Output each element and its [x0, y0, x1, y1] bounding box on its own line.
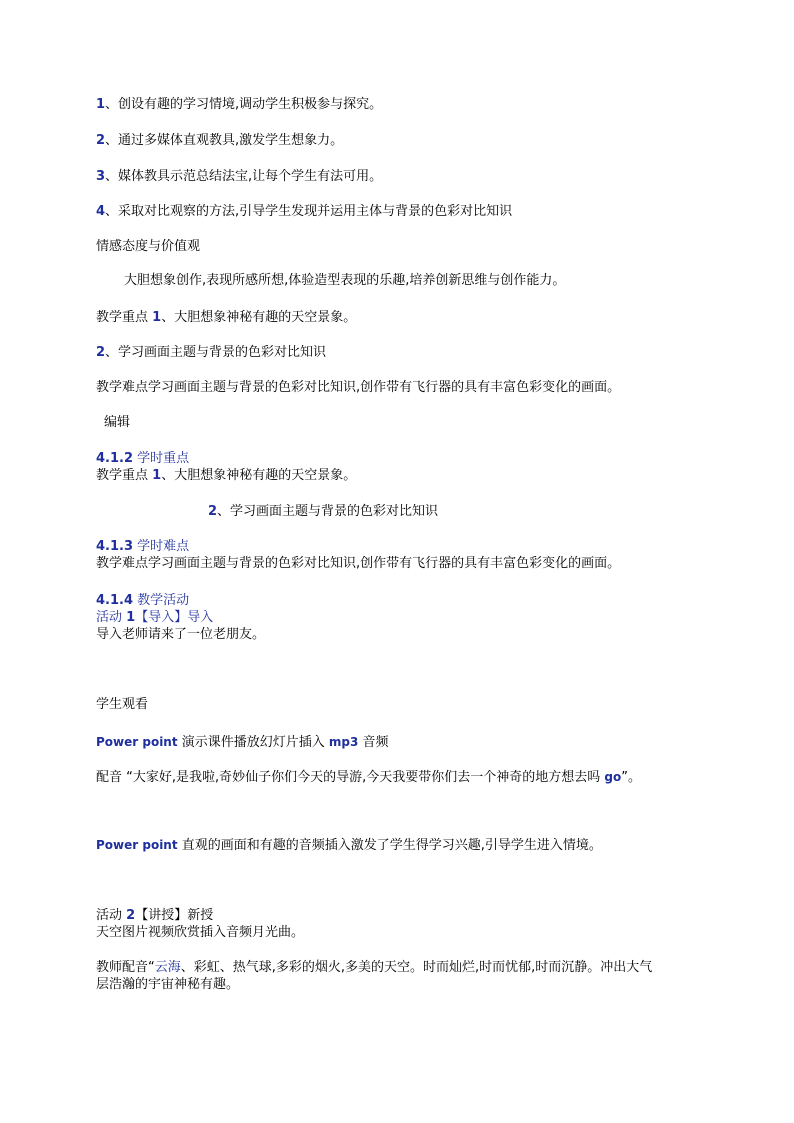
- activity-1-post: 导入: [187, 610, 214, 625]
- voiceover-2-quote: 云海: [154, 960, 181, 975]
- objective-4-num: 4: [96, 204, 106, 219]
- activity-2-post: 新授: [187, 908, 214, 923]
- voiceover-1-pre: 配音 “大家好,是我啦,奇妙仙子你们今天的导游,今天我要带你们去一个神奇的地方想去吗: [96, 770, 605, 785]
- voiceover-2-line-2: 层浩瀚的宇宙神秘有趣。: [96, 977, 240, 992]
- key-points-text-2: 、学习画面主题与背景的色彩对比知识: [105, 345, 327, 360]
- ppt-text-a: 演示课件播放幻灯片插入: [177, 735, 329, 750]
- section-412-line-1-num: 1: [152, 468, 162, 483]
- section-412-heading: [96, 450, 189, 468]
- objective-3-num: 3: [96, 169, 106, 184]
- objective-3-text: 、媒体教具示范总结法宝,让每个学生有法可用。: [105, 169, 383, 184]
- voiceover-2-pre: 教师配音“: [96, 960, 155, 975]
- affective-heading: 情感态度与价值观: [96, 239, 201, 254]
- activity-2-pre: 活动: [96, 908, 127, 923]
- ppt-line-1: [96, 733, 388, 752]
- section-412-line-2-num: 2: [208, 504, 218, 519]
- objective-4: [96, 203, 512, 221]
- key-points-text-1: 、大胆想象神秘有趣的天空景象。: [161, 310, 357, 325]
- objective-1-num: 1: [96, 97, 106, 112]
- voiceover-1: [96, 768, 641, 787]
- section-412-line-2-text: 、学习画面主题与背景的色彩对比知识: [217, 504, 439, 519]
- activity-2-heading: [96, 907, 213, 925]
- section-412-line-1-label: 教学重点: [96, 468, 153, 483]
- difficulty-text: 教学难点学习画面主题与背景的色彩对比知识,创作带有飞行器的具有丰富色彩变化的画面。: [96, 380, 621, 395]
- ppt-line-2: [96, 836, 602, 855]
- section-413-heading: [96, 538, 189, 556]
- section-412-num: 4.1.2: [96, 451, 134, 466]
- ppt-brand-1: Power point: [96, 735, 178, 749]
- activity-1-heading: [96, 609, 213, 627]
- activity-1-text: 导入老师请来了一位老朋友。: [96, 627, 266, 642]
- activity-2-num: 2: [126, 908, 136, 923]
- section-413-num: 4.1.3: [96, 539, 134, 554]
- ppt-text-b: 音频: [358, 735, 389, 750]
- activity-1-pre: 活动: [96, 610, 127, 625]
- activity-2-text: 天空图片视频欣赏插入音频月光曲。: [96, 925, 305, 940]
- objective-1-text: 、创设有趣的学习情境,调动学生积极参与探究。: [105, 97, 383, 112]
- objective-3: [96, 168, 382, 186]
- section-413-title: 学时难点: [133, 539, 190, 554]
- objective-2-num: 2: [96, 133, 106, 148]
- section-412-line-2: [208, 503, 438, 521]
- ppt-brand-2: Power point: [96, 838, 178, 852]
- objective-2: [96, 132, 343, 150]
- key-points-line-2: [96, 344, 326, 362]
- voiceover-2-rest: 、彩虹、热气球,多彩的烟火,多美的天空。时而灿烂,时而忧郁,时而沉静。冲出大气: [180, 960, 653, 975]
- ppt-text-2: 直观的画面和有趣的音频插入激发了学生得学习兴趣,引导学生进入情境。: [177, 838, 602, 853]
- section-412-line-1: [96, 467, 356, 485]
- activity-2-bracket: 【讲授】: [135, 908, 188, 923]
- key-points-line-1: [96, 309, 356, 327]
- voiceover-2-line-1: [96, 959, 652, 977]
- voiceover-1-go: go: [604, 770, 622, 784]
- ppt-mp3: mp3: [328, 735, 359, 749]
- edit-link[interactable]: 编辑: [104, 415, 131, 430]
- key-points-label: 教学重点: [96, 310, 153, 325]
- key-points-num-1: 1: [152, 310, 162, 325]
- section-412-line-1-text: 、大胆想象神秘有趣的天空景象。: [161, 468, 357, 483]
- section-414-title: 教学活动: [133, 593, 190, 608]
- key-points-num-2: 2: [96, 345, 106, 360]
- objective-2-text: 、通过多媒体直观教具,激发学生想象力。: [105, 133, 344, 148]
- voiceover-1-post: ”。: [621, 770, 641, 785]
- affective-text: 大胆想象创作,表现所感所想,体验造型表现的乐趣,培养创新思维与创作能力。: [124, 273, 566, 288]
- student-watch: 学生观看: [96, 697, 149, 712]
- section-414-num: 4.1.4: [96, 593, 134, 608]
- section-412-title: 学时重点: [133, 451, 190, 466]
- activity-1-num: 1: [126, 610, 136, 625]
- section-413-text: 教学难点学习画面主题与背景的色彩对比知识,创作带有飞行器的具有丰富色彩变化的画面。: [96, 556, 621, 571]
- section-414-heading: [96, 592, 189, 610]
- objective-1: [96, 96, 382, 114]
- objective-4-text: 、采取对比观察的方法,引导学生发现并运用主体与背景的色彩对比知识: [105, 204, 513, 219]
- activity-1-bracket: 【导入】: [135, 610, 188, 625]
